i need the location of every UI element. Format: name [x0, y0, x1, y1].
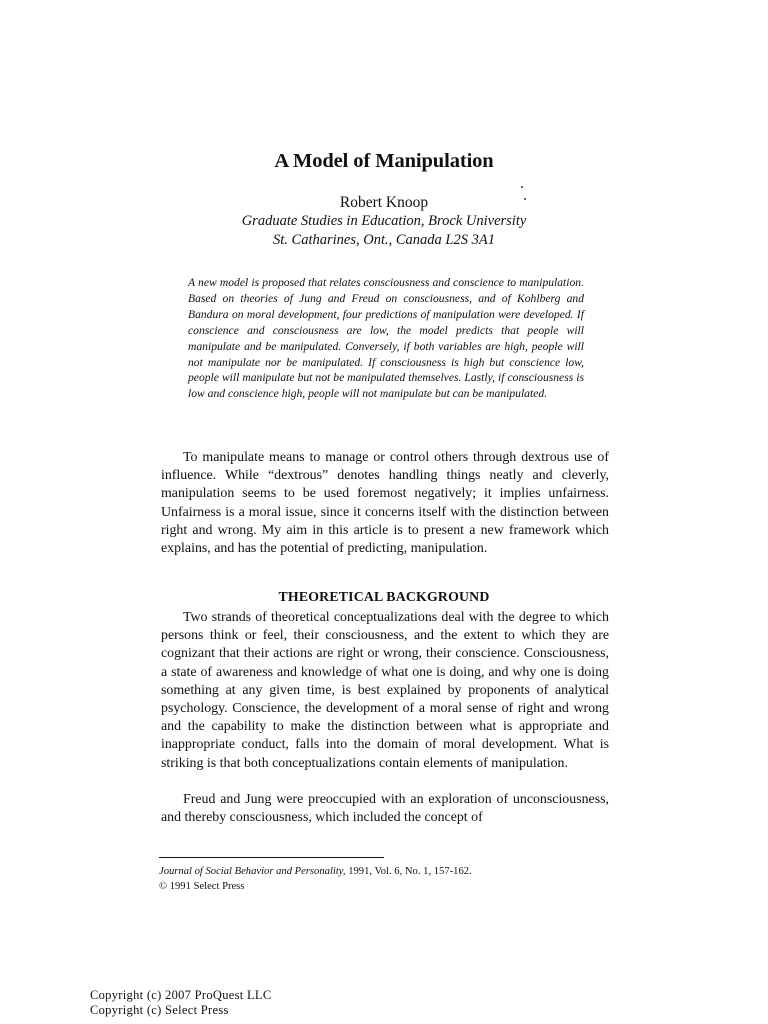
- scan-speck: [524, 198, 526, 200]
- copyright-line-select-press: Copyright (c) Select Press: [90, 1003, 229, 1017]
- journal-name: Journal of Social Behavior and Personality,: [159, 866, 346, 877]
- footnote-copyright: © 1991 Select Press: [159, 881, 245, 892]
- affiliation-line-2: St. Catharines, Ont., Canada L2S 3A1: [273, 232, 495, 248]
- abstract: A new model is proposed that relates consciousness and conscience to manipulation. Based on theories of Jung and Freud on consciousness, and of Kohlberg and Bandura on moral development, four predictions of manipulation were developed. If conscience and consciousness are low, the model predicts that people will manipulate and be manipulated. Conversely, if both variables are high, people will not manipulate nor be manipulated. If consciousness is high but conscience low, people will manipulate but not be manipulated themselves. Lastly, if consciousness is low and conscience high, people will not manipulate but can be manipulated.: [188, 276, 584, 401]
- article-title: A Model of Manipulation: [274, 150, 494, 172]
- author-name: Robert Knoop: [339, 194, 429, 211]
- footnote-divider: [159, 857, 384, 858]
- paragraph-intro: To manipulate means to manage or control others through dextrous use of influence. While “dextrous” denotes handling things neatly and cleverly, manipulation seems to be used foremost negatively; it implies unfairness. Unfairness is a moral issue, since it concerns itself with the distinction between right and wrong. My aim in this article is to present a new framework which explains, and has the potential of predicting, manipulation.: [161, 450, 609, 557]
- section-heading: THEORETICAL BACKGROUND: [278, 589, 490, 604]
- scan-speck: [521, 186, 523, 188]
- affiliation-line-1: Graduate Studies in Education, Brock University: [241, 213, 527, 229]
- citation-details: 1991, Vol. 6, No. 1, 157-162.: [345, 866, 472, 877]
- footnote-citation: [159, 866, 472, 877]
- paragraph-freud-jung: Freud and Jung were preoccupied with an exploration of unconsciousness, and thereby consciousness, which included the concept of: [161, 792, 609, 826]
- paragraph-background: Two strands of theoretical conceptualizations deal with the degree to which persons think or feel, their consciousness, and the extent to which they are cognizant that their actions are right or wrong, their conscience. Consciousness, a state of awareness and knowledge of what one is doing, and why one is doing something at any given time, is best explained by proponents of analytical psychology. Conscience, the development of a moral sense of right and wrong and the capability to make the distinction between what is appropriate and inappropriate conduct, falls into the domain of moral development. What is striking is that both conceptualizations contain elements of manipulation.: [161, 610, 609, 771]
- copyright-line-proquest: Copyright (c) 2007 ProQuest LLC: [90, 988, 272, 1002]
